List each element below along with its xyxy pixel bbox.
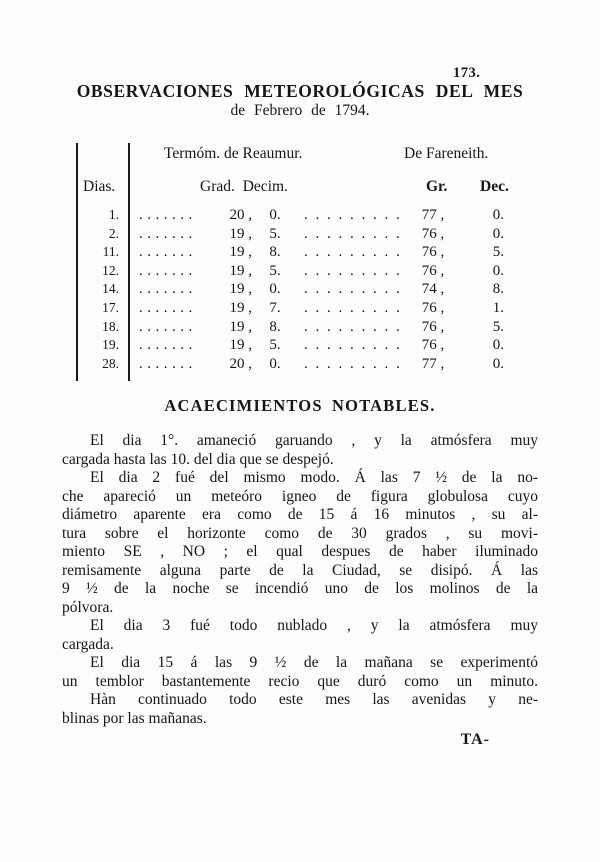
leader-dots: . . . . . . . . . — [304, 244, 402, 261]
fahrenheit-gr-cell: 74 , — [421, 281, 445, 298]
reaumur-decim-cell: 7. — [269, 299, 281, 316]
day-cell: 19. — [102, 337, 119, 353]
table-body — [78, 207, 516, 374]
fahrenheit-dec-cell: 1. — [492, 299, 504, 316]
column-header-grad-decim: Grad. Decim. — [200, 178, 288, 195]
column-group-fahrenheit: De Fareneith. — [404, 145, 489, 162]
catchword: TA- — [460, 731, 490, 748]
reaumur-decim-cell: 0. — [269, 281, 281, 298]
reaumur-decim-cell: 8. — [269, 318, 281, 335]
day-cell: 17. — [102, 299, 119, 315]
fahrenheit-dec-cell: 5. — [492, 244, 504, 261]
column-header-gr: Gr. — [426, 178, 448, 195]
column-header-dias: Dias. — [83, 178, 116, 195]
page-title: OBSERVACIONES METEOROLÓGICAS DEL MES — [76, 81, 524, 101]
day-cell: 1. — [108, 207, 119, 222]
table-row — [78, 244, 516, 263]
fahrenheit-gr-cell: 76 , — [421, 262, 445, 279]
paragraph-line: diámetro aparente era como de 15 á 16 minutos , su al- — [62, 506, 538, 523]
paragraph-line: El dia 2 fué del mismo modo. Á las 7 ½ de la no- — [90, 469, 538, 486]
leader-dots: ....... — [139, 355, 197, 372]
paragraph-line: cargada. — [62, 635, 114, 653]
section-heading: ACAECIMIENTOS NOTABLES. — [164, 396, 436, 415]
fahrenheit-dec-cell: 0. — [492, 225, 504, 242]
leader-dots: ....... — [139, 244, 197, 261]
paragraph-line: miento SE , NO ; el qual despues de haber iluminado — [62, 543, 538, 560]
paragraph-line: cargada hasta las 10. del dia que se despejó. — [62, 450, 334, 468]
reaumur-grad-cell: 19 , — [229, 318, 252, 335]
leader-dots: . . . . . . . . . — [304, 262, 402, 279]
table-row — [78, 263, 516, 282]
paragraph-line: 9 ½ de la noche se incendió uno de los molinos de la — [62, 580, 538, 597]
reaumur-decim-cell: 0. — [269, 355, 281, 372]
reaumur-decim-cell: 5. — [269, 337, 281, 354]
reaumur-grad-cell: 19 , — [229, 262, 252, 279]
table-row — [78, 281, 516, 300]
paragraph-line: tura sobre el horizonte como de 30 grados , su movi- — [62, 524, 538, 542]
day-cell: 18. — [102, 318, 119, 334]
leader-dots: . . . . . . . . . — [304, 225, 402, 242]
leader-dots: . . . . . . . . . — [304, 337, 402, 354]
reaumur-grad-cell: 19 , — [229, 244, 252, 261]
leader-dots: ....... — [139, 225, 197, 242]
reaumur-grad-cell: 19 , — [229, 299, 252, 316]
leader-dots: . . . . . . . . . — [304, 281, 402, 298]
day-cell: 2. — [108, 225, 119, 241]
paragraph-line: El dia 3 fué todo nublado , y la atmósfera muy — [90, 617, 538, 634]
fahrenheit-gr-cell: 77 , — [421, 355, 445, 372]
leader-dots: ....... — [139, 318, 197, 335]
observations-table — [76, 143, 516, 381]
column-group-reaumur: Termóm. de Reaumur. — [164, 145, 303, 162]
fahrenheit-gr-cell: 76 , — [421, 318, 445, 335]
leader-dots: ....... — [139, 281, 197, 298]
fahrenheit-dec-cell: 0. — [492, 207, 504, 223]
fahrenheit-dec-cell: 0. — [492, 355, 504, 372]
reaumur-grad-cell: 19 , — [229, 225, 252, 242]
leader-dots: ....... — [139, 299, 197, 316]
table-row — [78, 319, 516, 338]
fahrenheit-gr-cell: 76 , — [421, 225, 445, 242]
leader-dots: ....... — [139, 207, 197, 223]
leader-dots: ....... — [139, 262, 197, 279]
reaumur-grad-cell: 19 , — [229, 337, 252, 354]
fahrenheit-gr-cell: 76 , — [421, 244, 445, 261]
paragraph-line: El dia 15 á las 9 ½ de la mañana se experimentó — [90, 654, 538, 671]
reaumur-grad-cell: 20 , — [229, 355, 252, 372]
leader-dots: . . . . . . . . . — [304, 355, 402, 372]
paragraph-line: Hàn continuado todo este mes las avenidas y ne- — [90, 691, 538, 708]
paragraph-line: pólvora. — [62, 598, 114, 616]
leader-dots: ....... — [139, 337, 197, 354]
leader-dots: . . . . . . . . . — [304, 207, 402, 223]
paragraph-line: blinas por las mañanas. — [62, 709, 207, 727]
page-number: 173. — [453, 65, 481, 81]
table-row — [78, 226, 516, 245]
page-subtitle: de Febrero de 1794. — [230, 102, 370, 119]
reaumur-grad-cell: 19 , — [229, 281, 252, 298]
table-row — [78, 356, 516, 375]
table-row — [78, 207, 516, 226]
day-cell: 14. — [102, 281, 119, 297]
fahrenheit-gr-cell: 76 , — [421, 299, 445, 316]
paragraph-line: un temblor bastantemente recio que duró como un minuto. — [62, 672, 538, 690]
day-cell: 11. — [102, 244, 119, 260]
leader-dots: . . . . . . . . . — [304, 318, 402, 335]
fahrenheit-dec-cell: 0. — [492, 262, 504, 279]
day-cell: 12. — [102, 262, 119, 278]
fahrenheit-dec-cell: 8. — [492, 281, 504, 298]
table-row — [78, 300, 516, 319]
paragraph-line: El dia 1°. amaneció garuando , y la atmósfera muy — [90, 432, 538, 449]
reaumur-decim-cell: 5. — [269, 262, 281, 279]
paragraph-line: che apareció un meteóro igneo de figura globulosa cuyo — [62, 487, 538, 505]
reaumur-decim-cell: 8. — [269, 244, 281, 261]
day-cell: 28. — [102, 355, 119, 371]
fahrenheit-dec-cell: 0. — [492, 337, 504, 354]
reaumur-grad-cell: 20 , — [229, 207, 252, 223]
table-row — [78, 337, 516, 356]
reaumur-decim-cell: 0. — [269, 207, 281, 223]
leader-dots: . . . . . . . . . — [304, 299, 402, 316]
column-header-dec: Dec. — [480, 178, 509, 195]
reaumur-decim-cell: 5. — [269, 225, 281, 242]
fahrenheit-dec-cell: 5. — [492, 318, 504, 335]
table-header — [76, 143, 516, 207]
body-text — [62, 432, 538, 750]
fahrenheit-gr-cell: 76 , — [421, 337, 445, 354]
fahrenheit-gr-cell: 77 , — [421, 207, 445, 223]
paragraph-line: remisamente alguna parte de la Ciudad, se disipó. Á las — [62, 561, 538, 579]
